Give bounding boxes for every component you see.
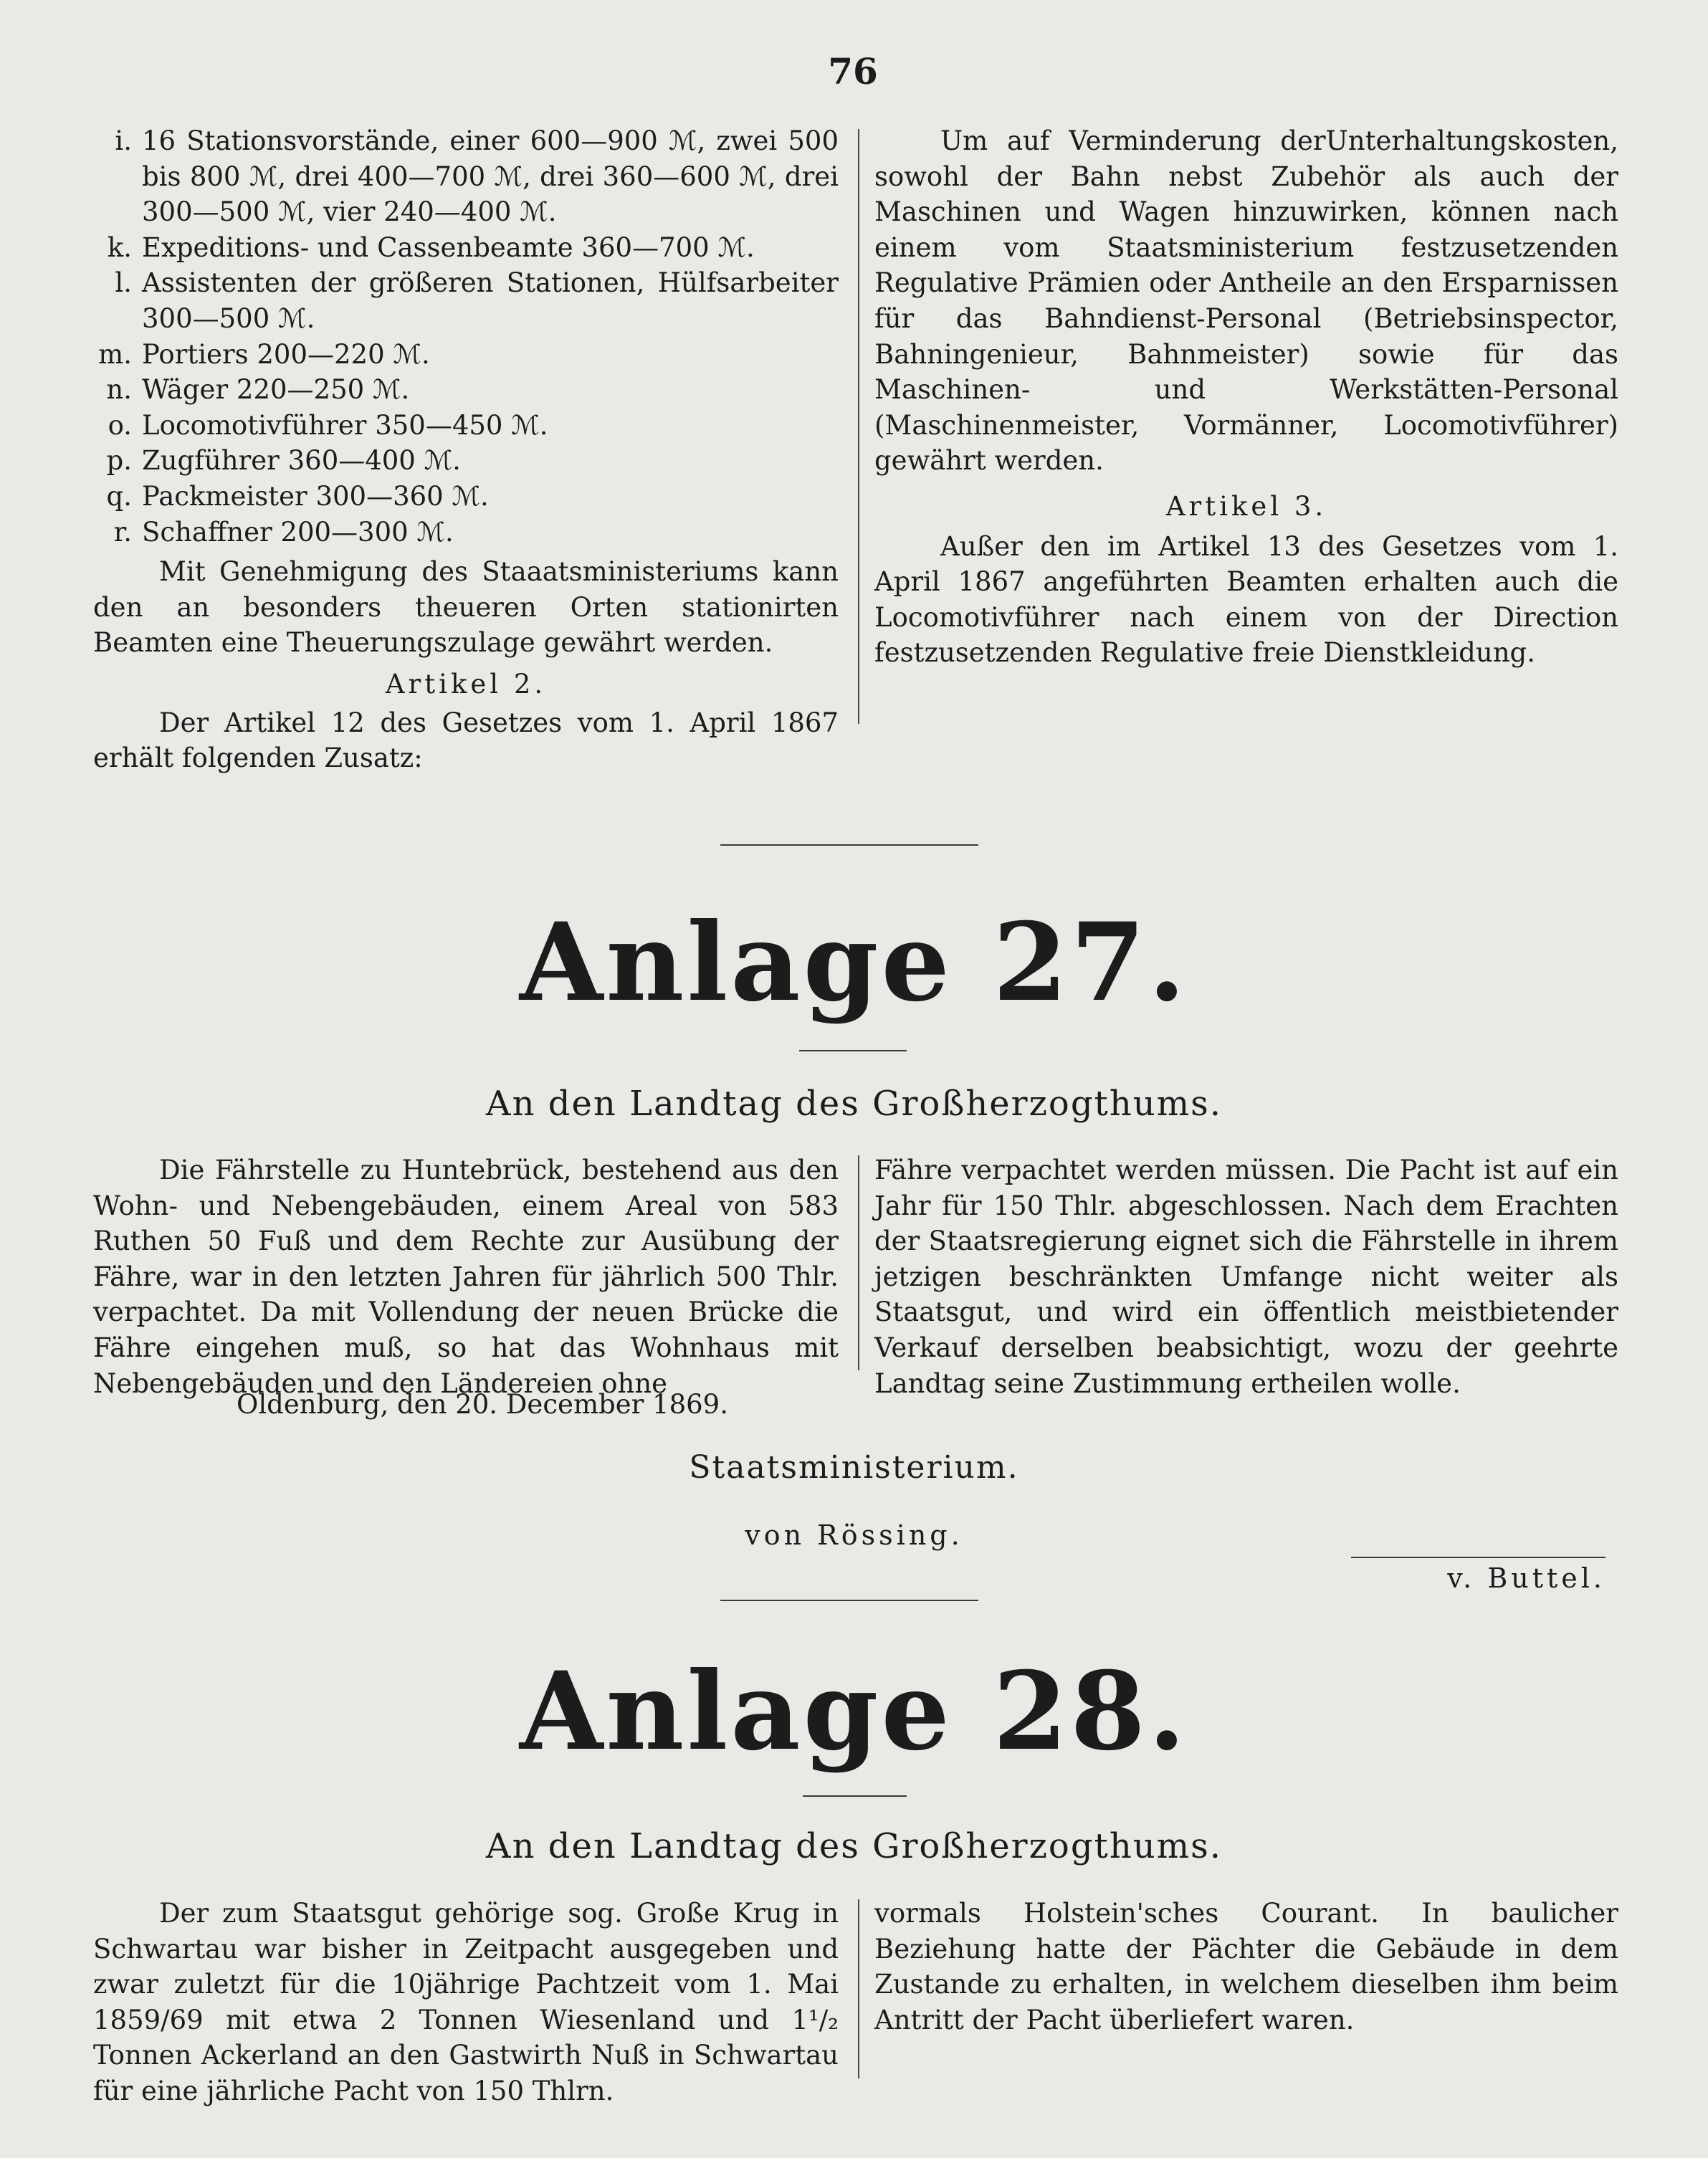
list-item: [93, 443, 839, 479]
item-text: Wäger 220—250 ℳ.: [142, 374, 410, 406]
list-item: [93, 515, 839, 550]
item-text: Locomotivführer 350—450 ℳ.: [142, 409, 548, 441]
anlage-28-right-column: [874, 1896, 1618, 2038]
item-label: p.: [106, 445, 132, 477]
item-label: r.: [113, 516, 132, 548]
anlage-28-title: Anlage 28.: [519, 1648, 1189, 1775]
item-label: o.: [108, 409, 132, 441]
signature-rule: [1351, 1557, 1606, 1558]
top-left-column: [93, 123, 839, 776]
item-text: Expeditions- und Cassenbeamte 360—700 ℳ.: [142, 231, 755, 263]
item-label: i.: [115, 125, 132, 156]
list-item: [93, 408, 839, 444]
paragraph: vormals Holstein'sches Courant. In baulicher Beziehung hatte der Pächter die Gebäude in dem Zustande zu erhalten, in welchem dieselben ihm beim Antritt der Pacht überliefert waren.: [874, 1898, 1618, 2035]
item-text: Portiers 200—220 ℳ.: [142, 338, 430, 370]
paragraph: Die Fährstelle zu Huntebrück, bestehend aus den Wohn- und Nebengebäuden, einem Areal von 583 Ruthen 50 Fuß und dem Rechte zur Ausübung der Fähre, war in den letzten Jahren für jährlich 500 Thlr. verpachtet. Da mit Vollendung der neuen Brücke die Fähre eingehen muß, so hat das Wohnhaus mit Nebengebäuden und den Ländereien ohne: [93, 1155, 839, 1399]
divider-rule: [720, 1600, 978, 1601]
date-line: Oldenburg, den 20. December 1869.: [237, 1389, 728, 1420]
item-label: l.: [115, 267, 132, 299]
list-item: [93, 337, 839, 373]
signature-right: v. Buttel.: [1447, 1562, 1606, 1594]
paragraph: Mit Genehmigung des Staaatsministeriums kann den an besonders theueren Orten stationirten Beamten eine Theuerungszulage gewährt werden.: [93, 556, 839, 659]
signature-center: von Rössing.: [745, 1519, 963, 1551]
list-item: [93, 372, 839, 408]
anlage-28-heading: An den Landtag des Großherzogthums.: [485, 1826, 1223, 1866]
top-right-column: [874, 123, 1618, 671]
divider-rule: [720, 844, 978, 846]
ministry-name: Staatsministerium.: [689, 1449, 1019, 1486]
anlage-27-right-column: [874, 1152, 1618, 1401]
anlage-27-heading: An den Landtag des Großherzogthums.: [485, 1084, 1223, 1124]
item-label: m.: [98, 338, 132, 370]
page-number: 76: [828, 50, 878, 92]
list-item: [93, 479, 839, 515]
column-divider: [858, 1155, 859, 1370]
list-item: [93, 265, 839, 336]
anlage-27-left-column: [93, 1152, 839, 1401]
article-heading: Artikel 2.: [385, 668, 547, 700]
short-rule: [803, 1795, 907, 1797]
anlage-28-left-column: [93, 1896, 839, 2109]
paragraph: Fähre verpachtet werden müssen. Die Pacht ist auf ein Jahr für 150 Thlr. abgeschlossen. Nach dem Erachten der Staatsregierung eignet sich die Fährstelle in ihrem jetzigen beschränkten Umfange nicht weiter als Staatsgut, und wird ein öffentlich meistbietender Verkauf derselben beabsichtigt, wozu der geehrte Landtag seine Zustimmung ertheilen wolle.: [874, 1155, 1618, 1399]
item-text: Schaffner 200—300 ℳ.: [142, 516, 454, 548]
paragraph: Der zum Staatsgut gehörige sog. Große Krug in Schwartau war bisher in Zeitpacht ausgegeben und zwar zuletzt für die 10jährige Pachtzeit vom 1. Mai 1859/69 mit etwa 2 Tonnen Wiesenland und 1¹/₂ Tonnen Ackerland an den Gastwirth Nuß in Schwartau für eine jährliche Pacht von 150 Thlrn.: [93, 1898, 839, 2106]
paragraph: Um auf Verminderung derUnterhaltungskosten, sowohl der Bahn nebst Zubehör als auch der Maschinen und Wagen hinzuwirken, können nach einem vom Staatsministerium festzusetzenden Regulative Prämien oder Antheile an den Ersparnissen für das Bahndienst-Personal (Betriebsinspector, Bahningenieur, Bahnmeister) sowie für das Maschinen- und Werkstätten-Personal (Maschinenmeister, Vormänner, Locomotivführer) gewährt werden.: [874, 125, 1618, 477]
item-text: 16 Stationsvorstände, einer 600—900 ℳ, zwei 500 bis 800 ℳ, drei 400—700 ℳ, drei 360—600 ℳ, drei 300—500 ℳ, vier 240—400 ℳ.: [142, 125, 839, 228]
short-rule: [799, 1050, 907, 1051]
paragraph: Der Artikel 12 des Gesetzes vom 1. April 1867 erhält folgenden Zusatz:: [93, 707, 839, 774]
paragraph: Außer den im Artikel 13 des Gesetzes vom 1. April 1867 angeführten Beamten erhalten auch die Locomotivführer nach einem von der Direction festzusetzenden Regulative freie Dienstkleidung.: [874, 530, 1618, 669]
list-item: [93, 123, 839, 230]
anlage-27-title: Anlage 27.: [519, 899, 1189, 1026]
column-divider: [858, 1899, 859, 2078]
item-label: k.: [107, 231, 132, 263]
article-heading: Artikel 3.: [1165, 490, 1327, 522]
item-label: q.: [106, 480, 132, 512]
item-label: n.: [106, 374, 132, 406]
item-text: Zugführer 360—400 ℳ.: [142, 445, 461, 477]
list-item: [93, 230, 839, 266]
item-text: Assistenten der größeren Stationen, Hülfsarbeiter 300—500 ℳ.: [142, 267, 839, 334]
item-text: Packmeister 300—360 ℳ.: [142, 480, 489, 512]
column-divider: [858, 129, 859, 724]
